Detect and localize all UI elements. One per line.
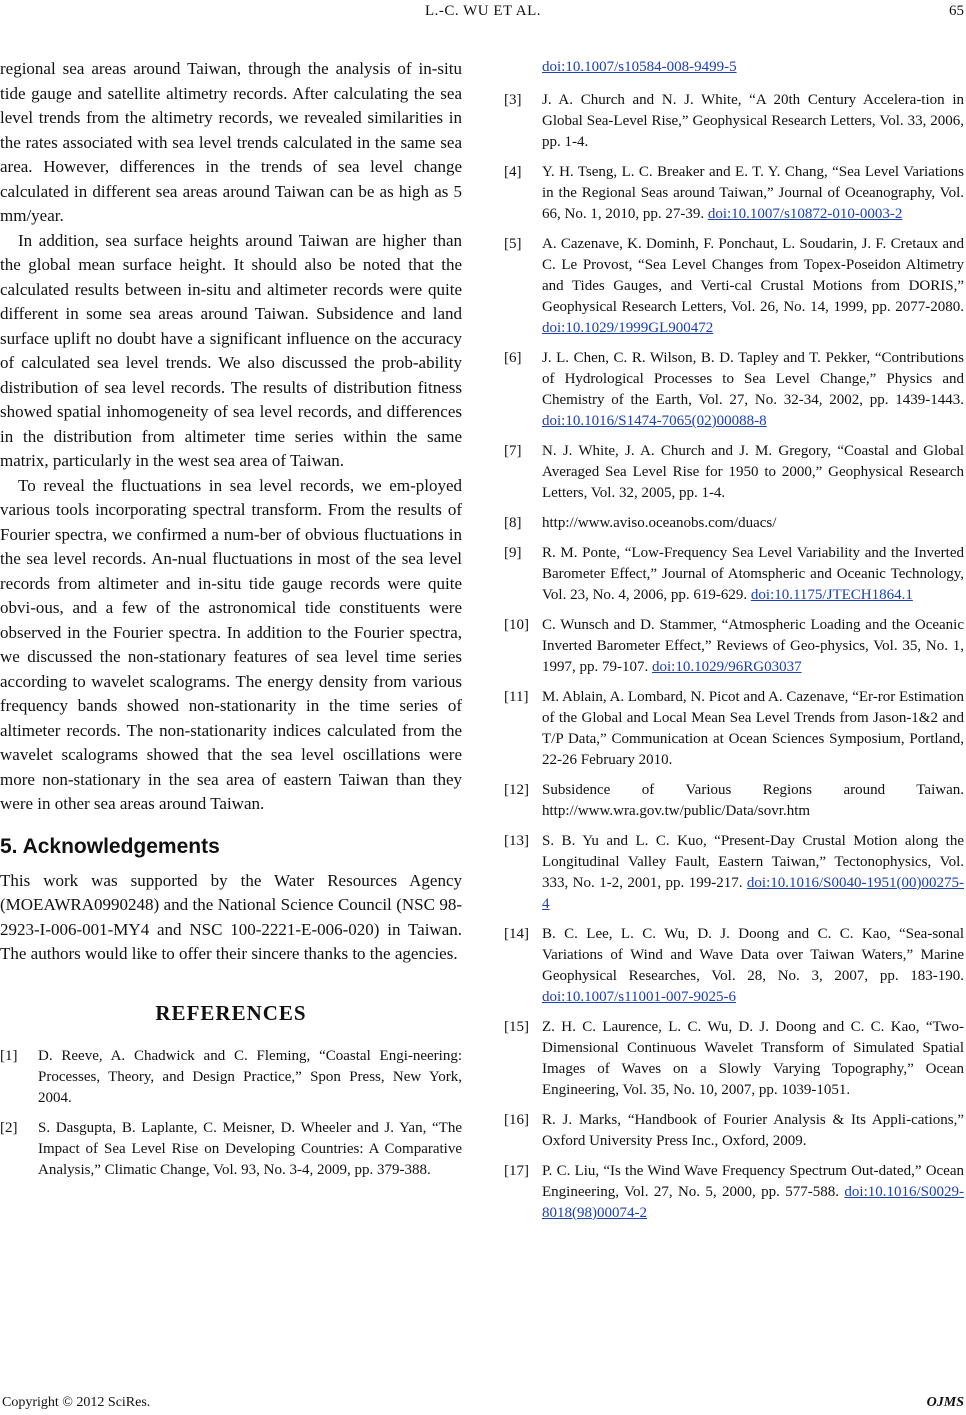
reference-number: [8] [504,515,522,531]
left-column [0,57,462,1190]
reference-item [504,924,964,1008]
doi-link[interactable]: doi:10.1029/1999GL900472 [542,320,714,336]
reference-text [542,441,964,504]
doi-link[interactable]: doi:10.1029/96RG03037 [652,659,802,675]
reference-text [542,780,964,822]
doi-link[interactable]: doi:10.1007/s10584-008-9499-5 [542,59,737,75]
page-footer [0,1395,966,1415]
body-paragraph-2: In addition, sea surface heights around Taiwan are higher than the global mean surface height. It should also be noted that the calculated results between in-situ and altimeter records were quite different in some sea areas around Taiwan. Subsidence and land surface uplift no doubt have a significant influence on the accuracy of calculated sea level trends. We also discussed the prob-ability distribution of sea level records. The results of distribution fitness showed spatial inhomogeneity of sea level records, and differences in the distribution from altimeter time series within the same matrix, particularly in the west sea area of Taiwan. [0,230,462,470]
reference-number: [17] [504,1163,529,1179]
doi-link[interactable]: doi:10.1175/JTECH1864.1 [750,587,913,603]
reference-citation: M. Ablain, A. Lombard, N. Picot and A. Cazenave, “Er-ror Estimation of the Global and Local Mean Sea Level Trends from Jason-1&2 and T/P Data,” Communication at Ocean Sciences Symposium, Portland, 22-26 February 2010. [542,689,964,768]
reference-citation: B. C. Lee, L. C. Wu, D. J. Doong and C. C. Kao, “Sea-sonal Variations of Wind and Wave Data over Taiwan Waters,” Marine Geophysical Researches, Vol. 28, No. 3, 2007, pp. 183-190. [542,926,964,984]
reference-item [504,780,964,822]
reference-text [542,615,964,678]
doi-link[interactable]: doi:10.1016/S0029-8018(98)00074-2 [542,1184,964,1221]
reference-text: D. Reeve, A. Chadwick and C. Fleming, “Coastal Engi-neering: Processes, Theory, and Design Practice,” Spon Press, New York, 2004. [38,1047,462,1106]
reference-number: [10] [504,617,529,633]
reference-text [542,162,964,225]
reference-number: [5] [504,236,522,252]
reference-citation: Z. H. C. Laurence, L. C. Wu, D. J. Doong and C. C. Kao, “Two-Dimensional Continuous Wavelet Transform of Simulated Spatial Images of Waves on a Slowly Varying Topography,” Ocean Engineering, Vol. 35, No. 10, 2007, pp. 1039-1051. [542,1019,964,1098]
reference-number: [14] [504,926,529,942]
reference-number: [3] [504,92,522,108]
reference-item [504,543,964,606]
reference-text [542,1161,964,1224]
reference-item [504,90,964,153]
reference-text [542,1017,964,1101]
reference-citation: R. J. Marks, “Handbook of Fourier Analysis & Its Appli-cations,” Oxford University Press Inc., Oxford, 2009. [542,1112,964,1149]
reference-number: [1] [0,1047,18,1064]
reference-text [542,924,964,1008]
reference-citation: J. L. Chen, C. R. Wilson, B. D. Tapley and T. Pekker, “Contributions of Hydrological Processes to Sea Level Change,” Physics and Chemistry of the Earth, Vol. 27, No. 32-34, 2002, pp. 1439-1443. [542,350,964,408]
reference-item [504,615,964,678]
reference-number: [12] [504,782,529,798]
reference-item [504,1161,964,1224]
reference-number: [16] [504,1112,529,1128]
reference-citation: N. J. White, J. A. Church and J. M. Gregory, “Coastal and Global Averaged Sea Level Rise for 1950 to 2000,” Geophysical Research Letters, Vol. 32, 2005, pp. 1-4. [542,443,964,501]
reference-item [0,1118,462,1181]
reference-list [504,90,964,1224]
reference-citation: R. M. Ponte, “Low-Frequency Sea Level Variability and the Inverted Barometer Effect,” Journal of Atomspheric and Oceanic Technology, Vol. 23, No. 4, 2006, pp. 619-629. [542,545,964,603]
reference-citation: http://www.aviso.oceanobs.com/duacs/ [542,515,777,531]
reference-number: [13] [504,833,529,849]
reference-text: S. Dasgupta, B. Laplante, C. Meisner, D. Wheeler and J. Yan, “The Impact of Sea Level Rise on Developing Countries: A Comparative Analysis,” Climatic Change, Vol. 93, No. 3-4, 2009, pp. 379-388. [38,1119,462,1178]
reference-text [542,1110,964,1152]
page-header [0,0,966,30]
body-paragraph-1: regional sea areas around Taiwan, through the analysis of in-situ tide gauge and satellite altimetry records. After calculating the sea level trends from the altimetry records, we revealed similarities in the rates associated with sea level trends calculated in the same sea area. However, differences in the trends of sea level change calculated in different sea areas around Taiwan can be as high as 5 mm/year. [0,59,462,225]
acknowledgements-text: This work was supported by the Water Resources Agency (MOEAWRA0990248) and the National Science Council (NSC 98-2923-I-006-001-MY4 and NSC 100-2221-E-006-020) in Taiwan. The authors would like to offer their sincere thanks to the agencies. [0,870,462,963]
reference-citation: C. Wunsch and D. Stammer, “Atmospheric Loading and the Oceanic Inverted Barometer Effect,” Reviews of Geo-physics, Vol. 35, No. 1, 1997, pp. 79-107. [542,617,964,675]
reference-text [542,234,964,339]
reference-citation: Subsidence of Various Regions around Taiwan. http://www.wra.gov.tw/public/Data/sovr.htm [542,782,964,819]
reference-text [542,543,964,606]
references-heading: REFERENCES [155,1000,307,1025]
doi-link[interactable]: doi:10.1016/S1474-7065(02)00088-8 [542,413,767,429]
reference-citation: S. B. Yu and L. C. Kuo, “Present-Day Crustal Motion along the Longitudinal Valley Fault, Eastern Taiwan,” Tectonophysics, Vol. 333, No. 1-2, 2001, pp. 199-217. [542,833,964,891]
reference-item [504,1017,964,1101]
reference-citation: A. Cazenave, K. Dominh, F. Ponchaut, L. Soudarin, J. F. Cretaux and C. Le Provost, “Sea Level Changes from Topex-Poseidon Altimetry and Tides Gauges, and Verti-cal Crustal Motions from DORIS,” Geophysical Research Letters, Vol. 26, No. 14, 1999, pp. 2077-2080. [542,236,964,315]
reference-number: [7] [504,443,522,459]
reference-item [504,513,964,534]
journal-abbreviation: OJMS [926,1395,964,1410]
copyright-notice: Copyright © 2012 SciRes. [2,1395,151,1410]
reference-item [504,831,964,915]
reference-item [504,234,964,339]
doi-link[interactable]: doi:10.1007/s11001-007-9025-6 [542,989,737,1005]
body-paragraph-3: To reveal the fluctuations in sea level records, we em-ployed various tools incorporating spectral transform. From the results of Fourier spectra, we confirmed a num-ber of obvious fluctuations in the sea level records. An-nual fluctuations in most of the sea level records from altimeter and in-situ tide gauge records were quite obvi-ous, and a few of the astronomical tide constituents were observed in the Fourier spectra. In addition to the Fourier spectra, we discussed the non-stationary features of sea level time series according to wavelet scalograms. The energy density from various frequency bands showed non-stationarity in the time series of altimeter records. The non-stationarity indices calculated from the wavelet scalograms showed that the sea level oscillations were more non-stationary in the sea area of eastern Taiwan than they were in other sea areas around Taiwan. [0,475,462,813]
reference-number: [4] [504,164,522,180]
reference-item [504,162,964,225]
page-number: 65 [949,3,964,19]
doi-link[interactable]: doi:10.1007/s10872-010-0003-2 [707,206,903,222]
acknowledgements-heading: 5. Acknowledgements [0,834,220,858]
doi-link[interactable]: doi:10.1016/S0040-1951(00)00275-4 [542,875,964,912]
reference-item [504,348,964,432]
reference-number: [2] [0,1119,18,1136]
right-column [504,57,964,1233]
reference-citation: J. A. Church and N. J. White, “A 20th Century Accelera-tion in Global Sea-Level Rise,” Geophysical Research Letters, Vol. 33, 2006, pp. 1-4. [542,92,964,150]
reference-text [542,348,964,432]
reference-citation: P. C. Liu, “Is the Wind Wave Frequency Spectrum Out-dated,” Ocean Engineering, Vol. 27, No. 5, 2000, pp. 577-588. [542,1163,964,1200]
reference-number: [6] [504,350,522,366]
reference-number: [15] [504,1019,529,1035]
reference-text [542,513,964,534]
reference-item [504,1110,964,1152]
reference-item [504,441,964,504]
reference-continuation [542,57,964,78]
reference-text [542,831,964,915]
reference-item [504,687,964,771]
reference-number: [11] [504,689,529,705]
reference-number: [9] [504,545,522,561]
reference-citation: Y. H. Tseng, L. C. Breaker and E. T. Y. Chang, “Sea Level Variations in the Regional Seas around Taiwan,” Journal of Oceanography, Vol. 66, No. 1, 2010, pp. 27-39. [542,164,964,222]
reference-text [542,90,964,153]
reference-item [0,1046,462,1109]
running-title: L.-C. WU ET AL. [424,3,542,19]
reference-text [542,687,964,771]
